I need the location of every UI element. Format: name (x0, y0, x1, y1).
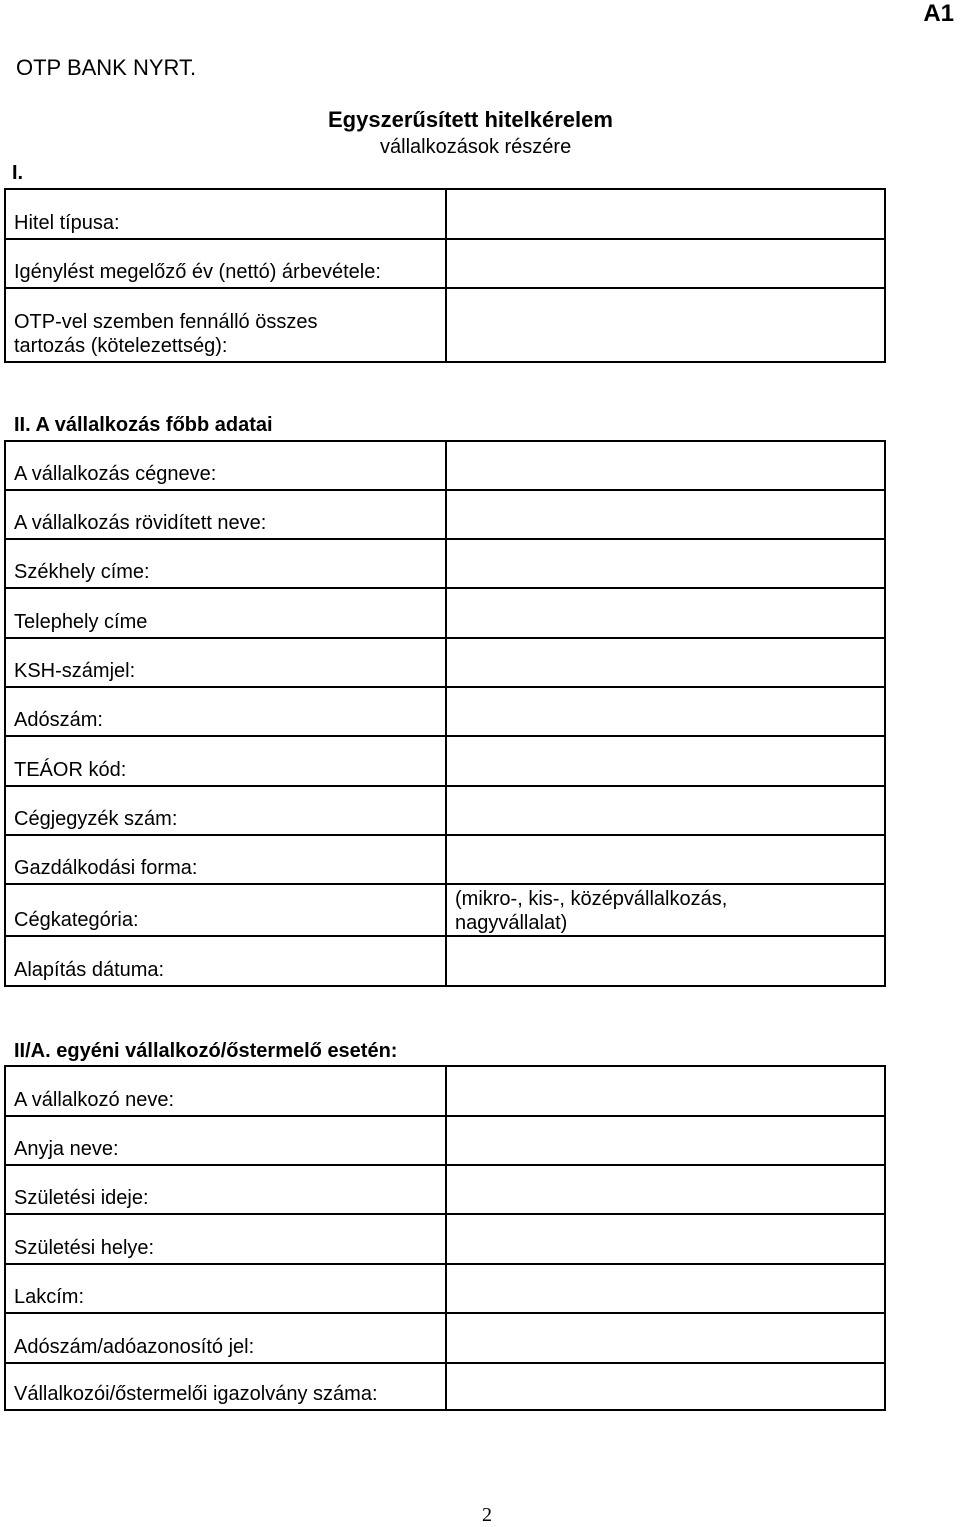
field-value[interactable] (446, 588, 885, 638)
form-row (5, 638, 885, 687)
form-row (5, 189, 885, 239)
form-row (5, 1313, 885, 1363)
field-label-text: Anyja neve: (14, 1138, 119, 1160)
field-value[interactable] (446, 1165, 885, 1214)
field-label (5, 588, 446, 638)
field-value[interactable] (446, 539, 885, 588)
field-value[interactable] (446, 239, 885, 288)
field-value[interactable] (446, 189, 885, 239)
form-row (5, 786, 885, 835)
form-subtitle: vállalkozások részére (380, 136, 572, 158)
field-label-text: TEÁOR kód: (14, 759, 127, 781)
field-label (5, 1264, 446, 1313)
form-row (5, 1214, 885, 1264)
field-label (5, 884, 446, 936)
field-label-text: OTP-vel szemben fennálló összes tartozás (kötelezettség): (14, 311, 318, 357)
field-label-text: Telephely címe (14, 611, 148, 633)
field-value[interactable] (446, 1264, 885, 1313)
field-label-text: Alapítás dátuma: (14, 959, 165, 981)
field-value[interactable] (446, 288, 885, 362)
field-label-text: Cégjegyzék szám: (14, 808, 178, 830)
form-row (5, 1363, 885, 1410)
field-value[interactable] (446, 835, 885, 884)
form-row (5, 441, 885, 490)
form-row (5, 884, 885, 936)
section-2-table (4, 440, 886, 987)
field-label-text: Cégkategória: (14, 909, 139, 931)
field-label (5, 736, 446, 786)
field-label (5, 288, 446, 362)
field-label-text: Adószám: (14, 709, 103, 731)
section-2a-table (4, 1065, 886, 1411)
field-label-text: Születési ideje: (14, 1187, 149, 1209)
field-value[interactable] (446, 638, 885, 687)
field-value[interactable] (446, 1214, 885, 1264)
form-row (5, 1116, 885, 1165)
field-label (5, 835, 446, 884)
form-title: Egyszerűsített hitelkérelem (328, 107, 613, 132)
field-label (5, 441, 446, 490)
form-code: A1 (923, 0, 954, 27)
field-label-text: Vállalkozói/őstermelői igazolvány száma: (14, 1383, 378, 1405)
field-label-text: A vállalkozás rövidített neve: (14, 512, 267, 534)
form-row (5, 687, 885, 736)
section-1-table (4, 188, 886, 363)
field-value[interactable] (446, 786, 885, 835)
form-row (5, 239, 885, 288)
field-label-text: A vállalkozó neve: (14, 1089, 175, 1111)
field-label-text: Adószám/adóazonosító jel: (14, 1336, 255, 1358)
field-value[interactable] (446, 490, 885, 539)
field-label (5, 1165, 446, 1214)
field-value[interactable] (446, 1066, 885, 1116)
form-row (5, 588, 885, 638)
field-label (5, 1363, 446, 1410)
form-row (5, 936, 885, 986)
field-label (5, 786, 446, 835)
field-label-text: A vállalkozás cégneve: (14, 463, 217, 485)
form-row (5, 539, 885, 588)
field-label (5, 936, 446, 986)
page-number: 2 (482, 1504, 492, 1526)
field-label (5, 687, 446, 736)
field-label (5, 1116, 446, 1165)
bank-name: OTP BANK NYRT. (16, 55, 197, 80)
field-label-text: KSH-számjel: (14, 660, 136, 682)
field-value[interactable]: (mikro-, kis-, középvállalkozás, nagyvállalat) (446, 884, 885, 936)
field-label (5, 1066, 446, 1116)
field-label (5, 1214, 446, 1264)
form-row (5, 1165, 885, 1214)
field-value[interactable] (446, 687, 885, 736)
form-row (5, 835, 885, 884)
field-label-text: Születési helye: (14, 1237, 155, 1259)
section-1-numeral: I. (12, 162, 24, 184)
field-label (5, 539, 446, 588)
field-value[interactable] (446, 1363, 885, 1410)
field-value[interactable] (446, 936, 885, 986)
field-label (5, 239, 446, 288)
section-2a-title: II/A. egyéni vállalkozó/őstermelő esetén: (14, 1040, 398, 1062)
field-label-text: Lakcím: (14, 1286, 85, 1308)
field-value[interactable] (446, 441, 885, 490)
section-2-title: II. A vállalkozás főbb adatai (14, 414, 273, 436)
field-label-text: Hitel típusa: (14, 212, 120, 234)
form-row (5, 288, 885, 362)
field-label-text: Gazdálkodási forma: (14, 857, 198, 879)
field-value[interactable] (446, 1313, 885, 1363)
field-label-text: Székhely címe: (14, 561, 150, 583)
form-row (5, 490, 885, 539)
field-label (5, 490, 446, 539)
field-value[interactable] (446, 1116, 885, 1165)
form-row (5, 1066, 885, 1116)
field-label-text: Igénylést megelőző év (nettó) árbevétele: (14, 261, 381, 283)
form-row (5, 1264, 885, 1313)
field-label (5, 638, 446, 687)
field-value[interactable] (446, 736, 885, 786)
form-row (5, 736, 885, 786)
field-label (5, 1313, 446, 1363)
field-label (5, 189, 446, 239)
